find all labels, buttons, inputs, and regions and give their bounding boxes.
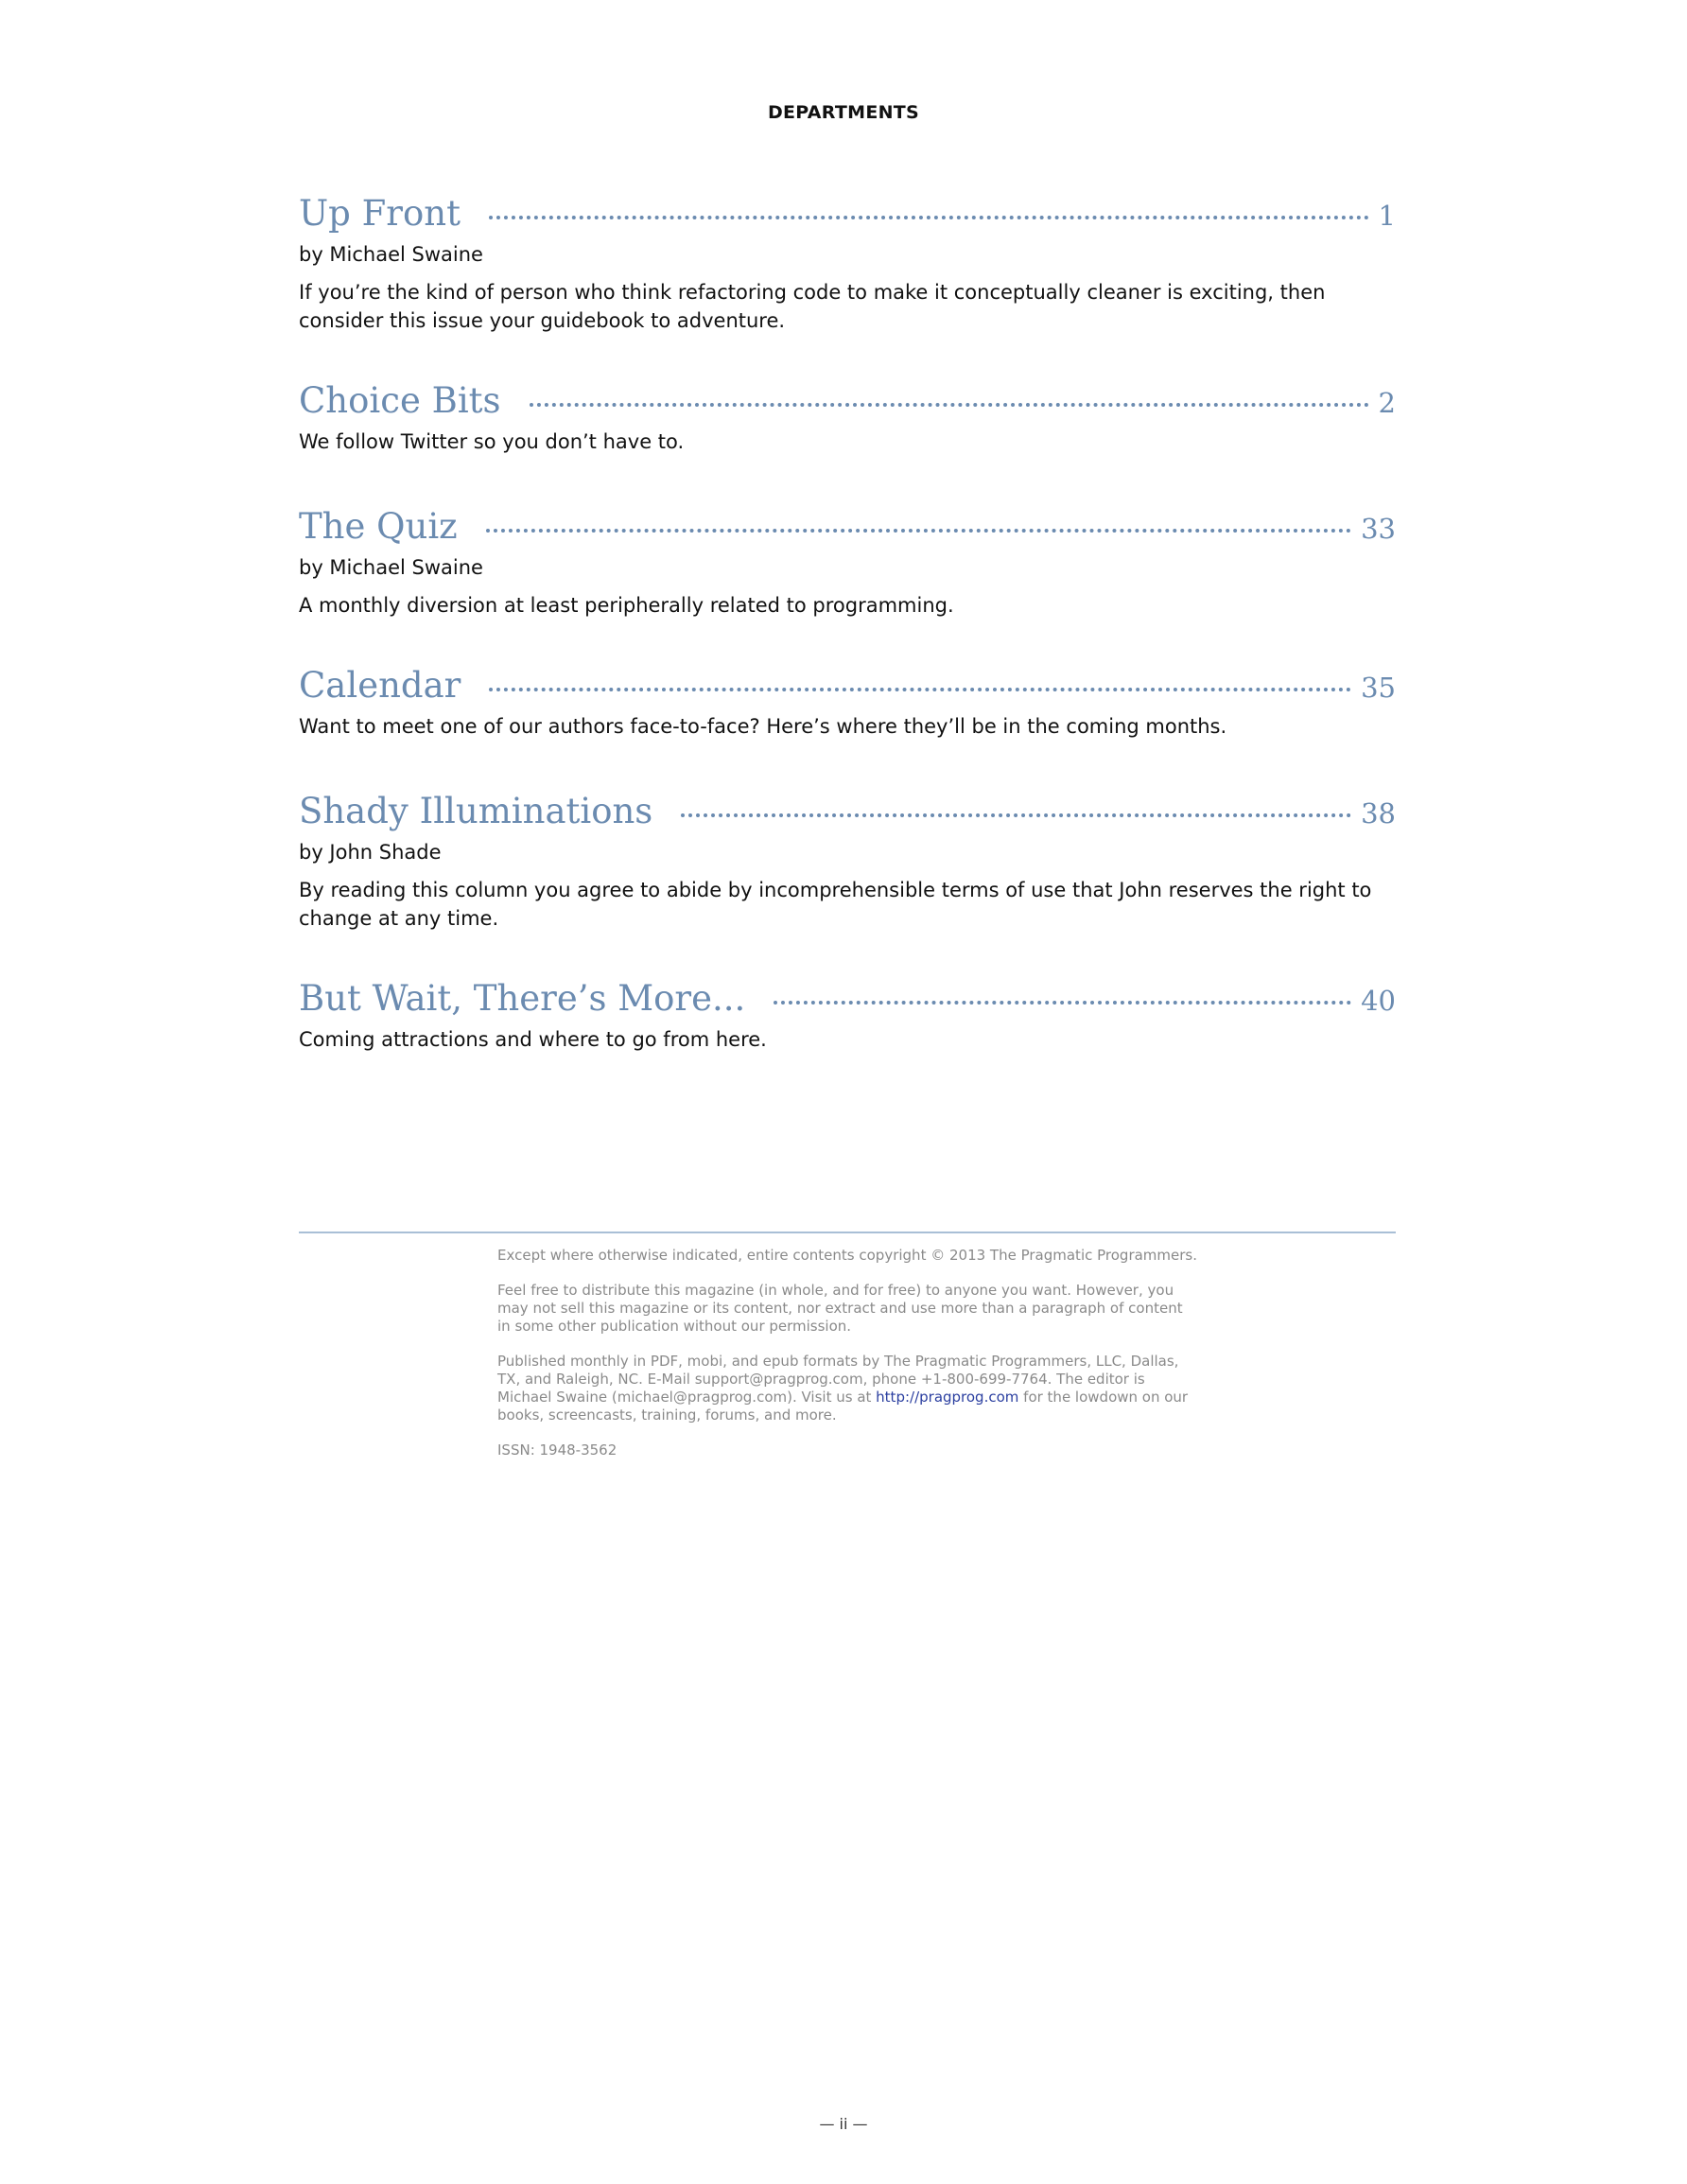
page-number: — ii — [819, 2115, 868, 2133]
entry-title[interactable]: The Quiz [299, 506, 458, 547]
entry-description: By reading this column you agree to abide by incomprehensible terms of use that John reserves the right to change at any time. [299, 879, 1372, 930]
pragprog-link[interactable]: http://pragprog.com [876, 1389, 1019, 1406]
entry-title[interactable]: Choice Bits [299, 380, 501, 421]
page-heading: DEPARTMENTS [767, 102, 920, 123]
dot-leader [681, 813, 1351, 817]
entry-page-number[interactable]: 1 [1378, 200, 1396, 232]
entry-page-number[interactable]: 33 [1361, 513, 1396, 545]
legal-notice [497, 1247, 1197, 1476]
entry-description: If you’re the kind of person who think refactoring code to make it conceptually cleaner is exciting, then consider this issue your guidebook to adventure. [299, 281, 1326, 332]
dot-leader [489, 688, 1351, 691]
entry-title[interactable]: Shady Illuminations [299, 791, 653, 831]
toc-entry-calendar[interactable] [299, 659, 1396, 741]
dot-leader [489, 216, 1369, 219]
dot-leader [486, 529, 1351, 533]
entry-description: Coming attractions and where to go from here. [299, 1028, 767, 1051]
toc-entry-but-wait-theres-more[interactable] [299, 972, 1396, 1054]
entry-page-number[interactable]: 38 [1361, 797, 1396, 830]
entry-author: by Michael Swaine [299, 556, 483, 579]
publishing-text-before-link: Published monthly in PDF, mobi, and epub formats by The Pragmatic Programmers, LLC, Dallas, TX, and Raleigh, NC. E-Mail support@pragprog.com, phone +1-800-699-7764. The editor is Michael Swaine (michael@pragprog.com). Visit us at [497, 1353, 1179, 1406]
entry-author: by Michael Swaine [299, 243, 483, 266]
toc-entry-shady-illuminations[interactable] [299, 785, 1396, 933]
entry-description: A monthly diversion at least peripherally related to programming. [299, 594, 954, 617]
entry-description: Want to meet one of our authors face-to-face? Here’s where they’ll be in the coming months. [299, 715, 1227, 738]
issn-text: ISSN: 1948-3562 [497, 1441, 617, 1459]
entry-page-number[interactable]: 40 [1361, 985, 1396, 1017]
footer-divider [299, 1232, 1396, 1233]
publishing-text-after-link: for the lowdown on our books, screencasts, training, forums, and more. [497, 1389, 1189, 1424]
toc-entry-choice-bits[interactable] [299, 375, 1396, 456]
entry-author: by John Shade [299, 841, 442, 864]
entry-page-number[interactable]: 35 [1361, 672, 1396, 704]
dot-leader [530, 403, 1369, 407]
copyright-text: Except where otherwise indicated, entire contents copyright © 2013 The Pragmatic Programmers. [497, 1247, 1198, 1264]
entry-page-number[interactable]: 2 [1378, 387, 1396, 419]
toc-entry-up-front[interactable] [299, 187, 1396, 335]
entry-title[interactable]: But Wait, There’s More... [299, 978, 746, 1019]
dot-leader [774, 1001, 1351, 1005]
entry-title[interactable]: Calendar [299, 665, 461, 706]
entry-description: We follow Twitter so you don’t have to. [299, 430, 685, 453]
toc-entry-the-quiz[interactable] [299, 500, 1396, 620]
publishing-text [497, 1353, 1197, 1424]
entry-title[interactable]: Up Front [299, 193, 461, 234]
distribution-text: Feel free to distribute this magazine (in whole, and for free) to anyone you want. However, you may not sell this magazine or its content, nor extract and use more than a paragraph of content in some other publication without our permission. [497, 1282, 1183, 1335]
